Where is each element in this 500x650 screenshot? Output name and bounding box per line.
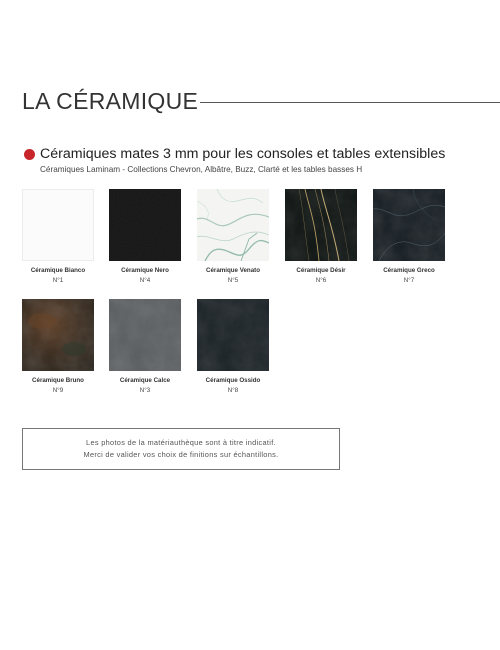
swatch-number: N°8: [227, 387, 239, 394]
section-heading: Céramiques mates 3 mm pour les consoles et tables extensibles: [40, 146, 446, 162]
swatch-number: N°5: [227, 277, 239, 284]
swatch-desir[interactable]: [285, 189, 357, 284]
bruno-texture: [22, 299, 94, 371]
section-subheading: Céramiques Laminam - Collections Chevron, Albâtre, Buzz, Clarté et les tables basses H: [40, 165, 363, 174]
swatch-name: Céramique Désir: [296, 267, 346, 274]
venato-texture: [197, 189, 269, 261]
page-title: LA CÉRAMIQUE: [22, 88, 199, 114]
swatch-number: N°4: [139, 277, 151, 284]
swatch-name: Céramique Calce: [119, 377, 171, 384]
swatch-number: N°1: [52, 277, 64, 284]
ossido-texture: [197, 299, 269, 371]
red-bullet-icon: [24, 149, 35, 160]
nero-texture: [109, 189, 181, 261]
calce-texture: [109, 299, 181, 371]
swatch-bruno[interactable]: [22, 299, 94, 394]
swatch-name: Céramique Greco: [383, 267, 435, 274]
swatch-name: Céramique Ossido: [205, 377, 261, 384]
swatch-name: Céramique Bruno: [32, 377, 84, 384]
swatch-number: N°6: [315, 277, 327, 284]
swatch-calce[interactable]: [109, 299, 181, 394]
greco-texture: [373, 189, 445, 261]
desir-texture: [285, 189, 357, 261]
title-row: [22, 88, 500, 116]
swatch-number: N°3: [139, 387, 151, 394]
swatch-name: Céramique Bianco: [30, 267, 86, 274]
disclaimer-box: [22, 428, 340, 470]
disclaimer-line-2: Merci de valider vos choix de finitions sur échantillons.: [83, 450, 279, 459]
swatch-name: Céramique Venato: [206, 267, 260, 274]
title-divider: [200, 102, 500, 103]
swatch-name: Céramique Nero: [121, 267, 169, 274]
bianco-texture: [22, 189, 94, 261]
swatch-venato[interactable]: [197, 189, 269, 284]
swatch-bianco[interactable]: [22, 189, 94, 284]
swatch-number: N°7: [403, 277, 415, 284]
disclaimer-line-1: Les photos de la matériauthèque sont à titre indicatif.: [86, 438, 276, 447]
swatch-greco[interactable]: [373, 189, 445, 284]
swatch-number: N°9: [52, 387, 64, 394]
swatch-nero[interactable]: [109, 189, 181, 284]
swatch-ossido[interactable]: [197, 299, 269, 394]
